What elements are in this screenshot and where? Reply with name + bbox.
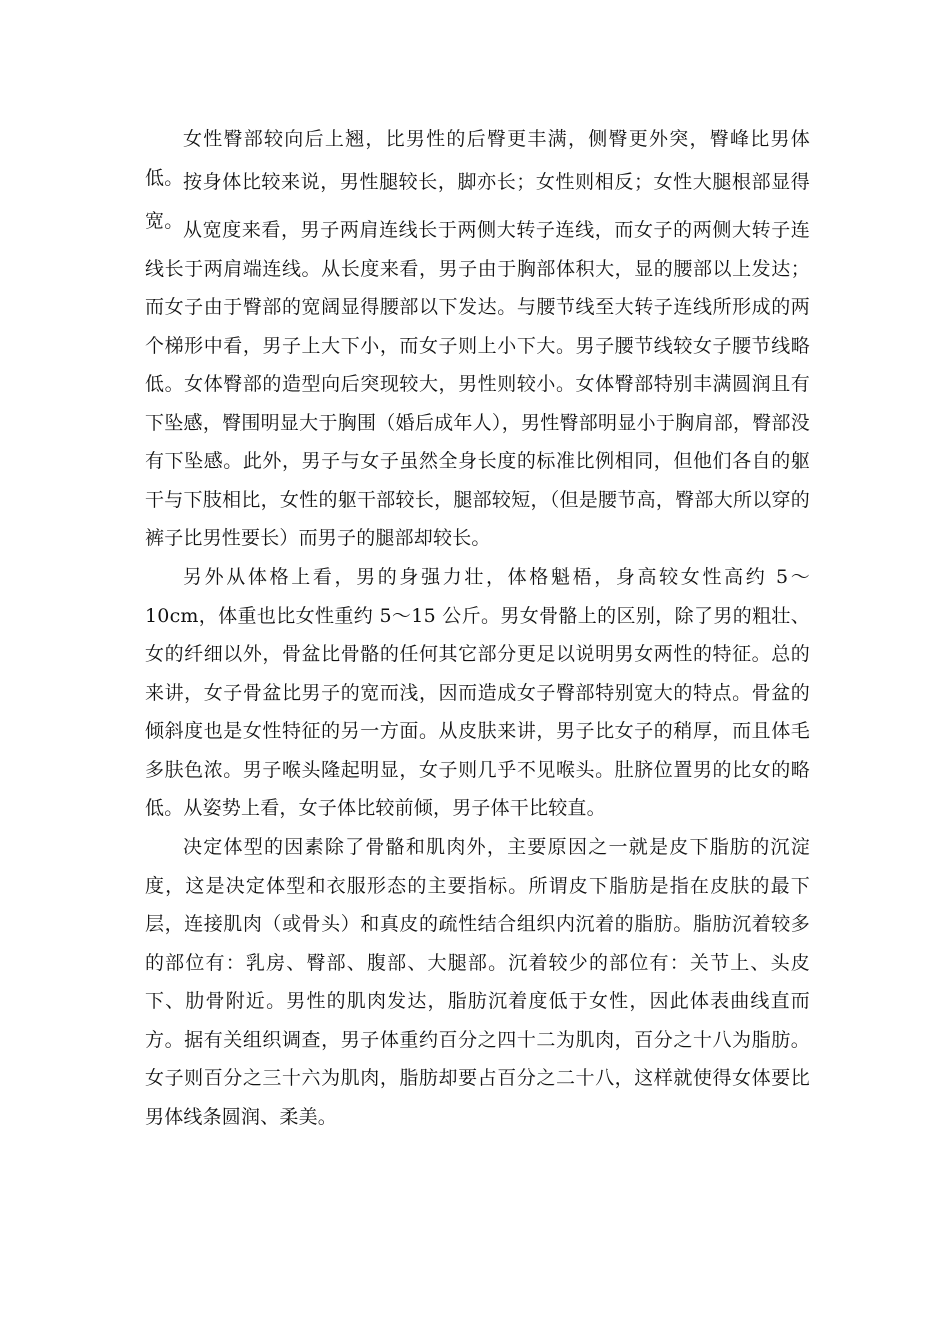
paragraph-text: 女性臀部较向后上翘，比男性的后臀更丰满，侧臀更外突，臀峰比男体低。 — [145, 128, 810, 189]
paragraph-text: 从宽度来看，男子两肩连线长于两侧大转子连线，而女子的两侧大转子连线长于两肩端连线。从长度来看，男子由于胸部体积大，显的腰部以上发达；而女子由于臀部的宽阔显得腰部以下发达。与腰节线至大转子连线所形成的两个梯形中看，男子上大下小，而女子则上小下大。男子腰节线较女子腰节线略低。女体臀部的造型向后突现较大，男性则较小。女体臀部特别丰满圆润且有下坠感，臀围明显大于胸围（婚后成年人），男性臀部明显小于胸肩部，臀部没有下坠感。此外，男子与女子虽然全身长度的标准比例相同，但他们各自的躯干与下肢相比，女性的躯干部较长，腿部较短，（但是腰节高，臀部大所以穿的裤子比男性要长）而男子的腿部却较长。 — [145, 219, 810, 549]
paragraph-width-length — [145, 211, 810, 558]
paragraph-text: 按身体比较来说，男性腿较长，脚亦长；女性则相反；女性大腿根部显得宽。 — [145, 171, 810, 232]
paragraph-text: 另外从体格上看，男的身强力壮，体格魁梧，身高较女性高约 5～10cm，体重也比女性重约 5～15 公斤。男女骨骼上的区别，除了男的粗壮、女的纤细以外，骨盆比骨骼的任何其它部分更足以说明男女两性的特征。总的来讲，女子骨盆比男子的宽而浅，因而造成女子臀部特别宽大的特点。骨盆的倾斜度也是女性特征的另一方面。从皮肤来讲，男子比女子的稍厚，而且体毛多肤色浓。男子喉头隆起明显，女子则几乎不见喉头。肚脐位置男的比女的略低。从姿势上看，女子体比较前倾，男子体干比较直。 — [145, 566, 810, 819]
paragraph-subcutaneous-fat — [145, 828, 810, 1136]
paragraph-text: 决定体型的因素除了骨骼和肌肉外，主要原因之一就是皮下脂肪的沉淀度，这是决定体型和衣服形态的主要指标。所谓皮下脂肪是指在皮肤的最下层，连接肌肉（或骨头）和真皮的疏性结合组织内沉着的脂肪。脂肪沉着较多的部位有：乳房、臀部、腹部、大腿部。沉着较少的部位有：关节上、头皮下、肋骨附近。男性的肌肉发达，脂肪沉着度低于女性，因此体表曲线直而方。据有关组织调查，男子体重约百分之四十二为肌肉，百分之十八为脂肪。女子则百分之三十六为肌肉，脂肪却要占百分之二十八，这样就使得女体要比男体线条圆润、柔美。 — [145, 836, 810, 1128]
paragraph-physique — [145, 558, 810, 828]
